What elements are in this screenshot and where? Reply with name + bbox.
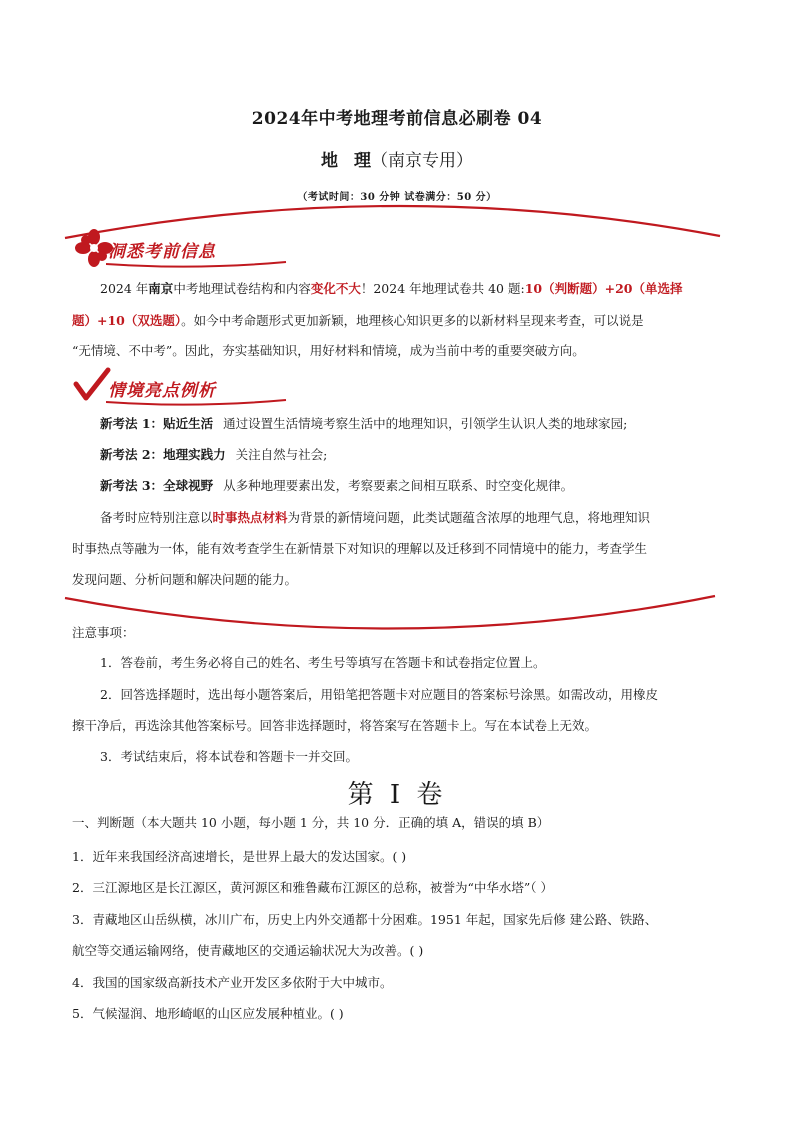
para-highlight: 10（判断题）+20（单选择 xyxy=(524,281,683,296)
subject-char-1: 地 xyxy=(321,151,338,171)
question-item: 2．三江源地区是长江源区，黄河源区和雅鲁藏布江源区的总称，被誉为“中华水塔”（ ） xyxy=(72,880,553,895)
method-2 xyxy=(100,440,327,470)
method-name: 地理实践力 xyxy=(163,447,226,462)
note-item: 擦干净后，再选涂其他答案标号。回答非选择题时，将答案写在答题卡上。写在本试卷上无效。 xyxy=(72,718,598,733)
method-desc: 关注自然与社会; xyxy=(235,447,328,462)
method-label: 新考法 3： xyxy=(100,478,164,493)
question-item: 1．近年来我国经济高速增长，是世界上最大的发达国家。( ) xyxy=(72,849,407,864)
question-item: 5．气候湿润、地形崎岖的山区应发展种植业。( ) xyxy=(72,1006,344,1021)
note-item: 2．回答选择题时，选出每小题答案后，用铅笔把答题卡对应题目的答案标号涂黑。如需改动，用橡皮 xyxy=(100,687,658,702)
subject-note: （南京专用） xyxy=(371,151,473,171)
method-name: 全球视野 xyxy=(163,478,214,493)
banner-underline xyxy=(106,398,306,408)
section-one-heading: 一、判断题（本大题共 10 小题，每小题 1 分，共 10 分．正确的填 A，错误的填 B） xyxy=(72,815,550,830)
section1-title: 洞悉考前信息 xyxy=(108,242,216,262)
method-name: 贴近生活 xyxy=(163,416,214,431)
para-text: 2024 年 xyxy=(100,281,149,296)
para-text: 。如今中考命题形式更加新颖，地理核心知识更多的以新材料呈现来考查，可以说是 xyxy=(181,313,644,328)
para-text: 中考地理试卷结构和内容 xyxy=(173,281,311,296)
method-label: 新考法 2： xyxy=(100,447,164,462)
section1-banner xyxy=(78,232,268,264)
banner-underline xyxy=(106,260,306,270)
question-item: 4．我国的国家级高新技术产业开发区多依附于大中城市。 xyxy=(72,975,393,990)
prep-text: 为背景的新情境问题，此类试题蕴含浓厚的地理气息，将地理知识 xyxy=(287,510,651,525)
section2-banner xyxy=(78,372,268,404)
section2-title: 情境亮点例析 xyxy=(108,381,216,401)
para-highlight: 变化不大 xyxy=(310,281,361,296)
exam-meta: （考试时间：30 分钟 试卷满分：50 分） xyxy=(297,192,497,203)
question-item: 3．青藏地区山岳纵横，冰川广布，历史上内外交通都十分困难。1951 年起，国家先后修 建公路、铁路、 xyxy=(72,912,658,927)
question-item: 航空等交通运输网络，使青藏地区的交通运输状况大为改善。( ) xyxy=(72,943,424,958)
volume-title: 第 I 卷 xyxy=(347,780,447,810)
para-text: ！2024 年地理试卷共 40 题: xyxy=(360,281,525,296)
method-desc: 从多种地理要素出发，考察要素之间相互联系、时空变化规律。 xyxy=(223,478,574,493)
prep-line2: 时事热点等融为一体，能有效考查学生在新情景下对知识的理解以及迁移到不同情境中的能力，考查学生 xyxy=(72,541,648,556)
para-bold-nanjing: 南京 xyxy=(148,281,174,296)
subject-char-2: 理 xyxy=(354,151,371,171)
section1-line3: “无情境、不中考”。因此，夯实基础知识，用好材料和情境，成为当前中考的重要突破方向。 xyxy=(72,343,585,358)
method-label: 新考法 1： xyxy=(100,416,164,431)
method-3 xyxy=(100,471,573,501)
section1-line1 xyxy=(100,274,682,304)
paper-title: 2024年中考地理考前信息必刷卷 04 xyxy=(251,109,543,129)
prep-line3: 发现问题、分析问题和解决问题的能力。 xyxy=(72,572,298,587)
method-1 xyxy=(100,409,627,439)
prep-line1 xyxy=(100,503,650,533)
notes-heading: 注意事项： xyxy=(72,625,135,640)
note-item: 3．考试结束后，将本试卷和答题卡一并交回。 xyxy=(100,749,358,764)
section1-line2 xyxy=(72,306,644,336)
prep-text: 备考时应特别注意以 xyxy=(100,510,213,525)
para-highlight: 题）+10（双选题） xyxy=(72,313,182,328)
note-item: 1．答卷前，考生务必将自己的姓名、考生号等填写在答题卡和试卷指定位置上。 xyxy=(100,655,546,670)
method-desc: 通过设置生活情境考察生活中的地理知识，引领学生认识人类的地球家园; xyxy=(223,416,628,431)
prep-highlight: 时事热点材料 xyxy=(212,510,288,525)
